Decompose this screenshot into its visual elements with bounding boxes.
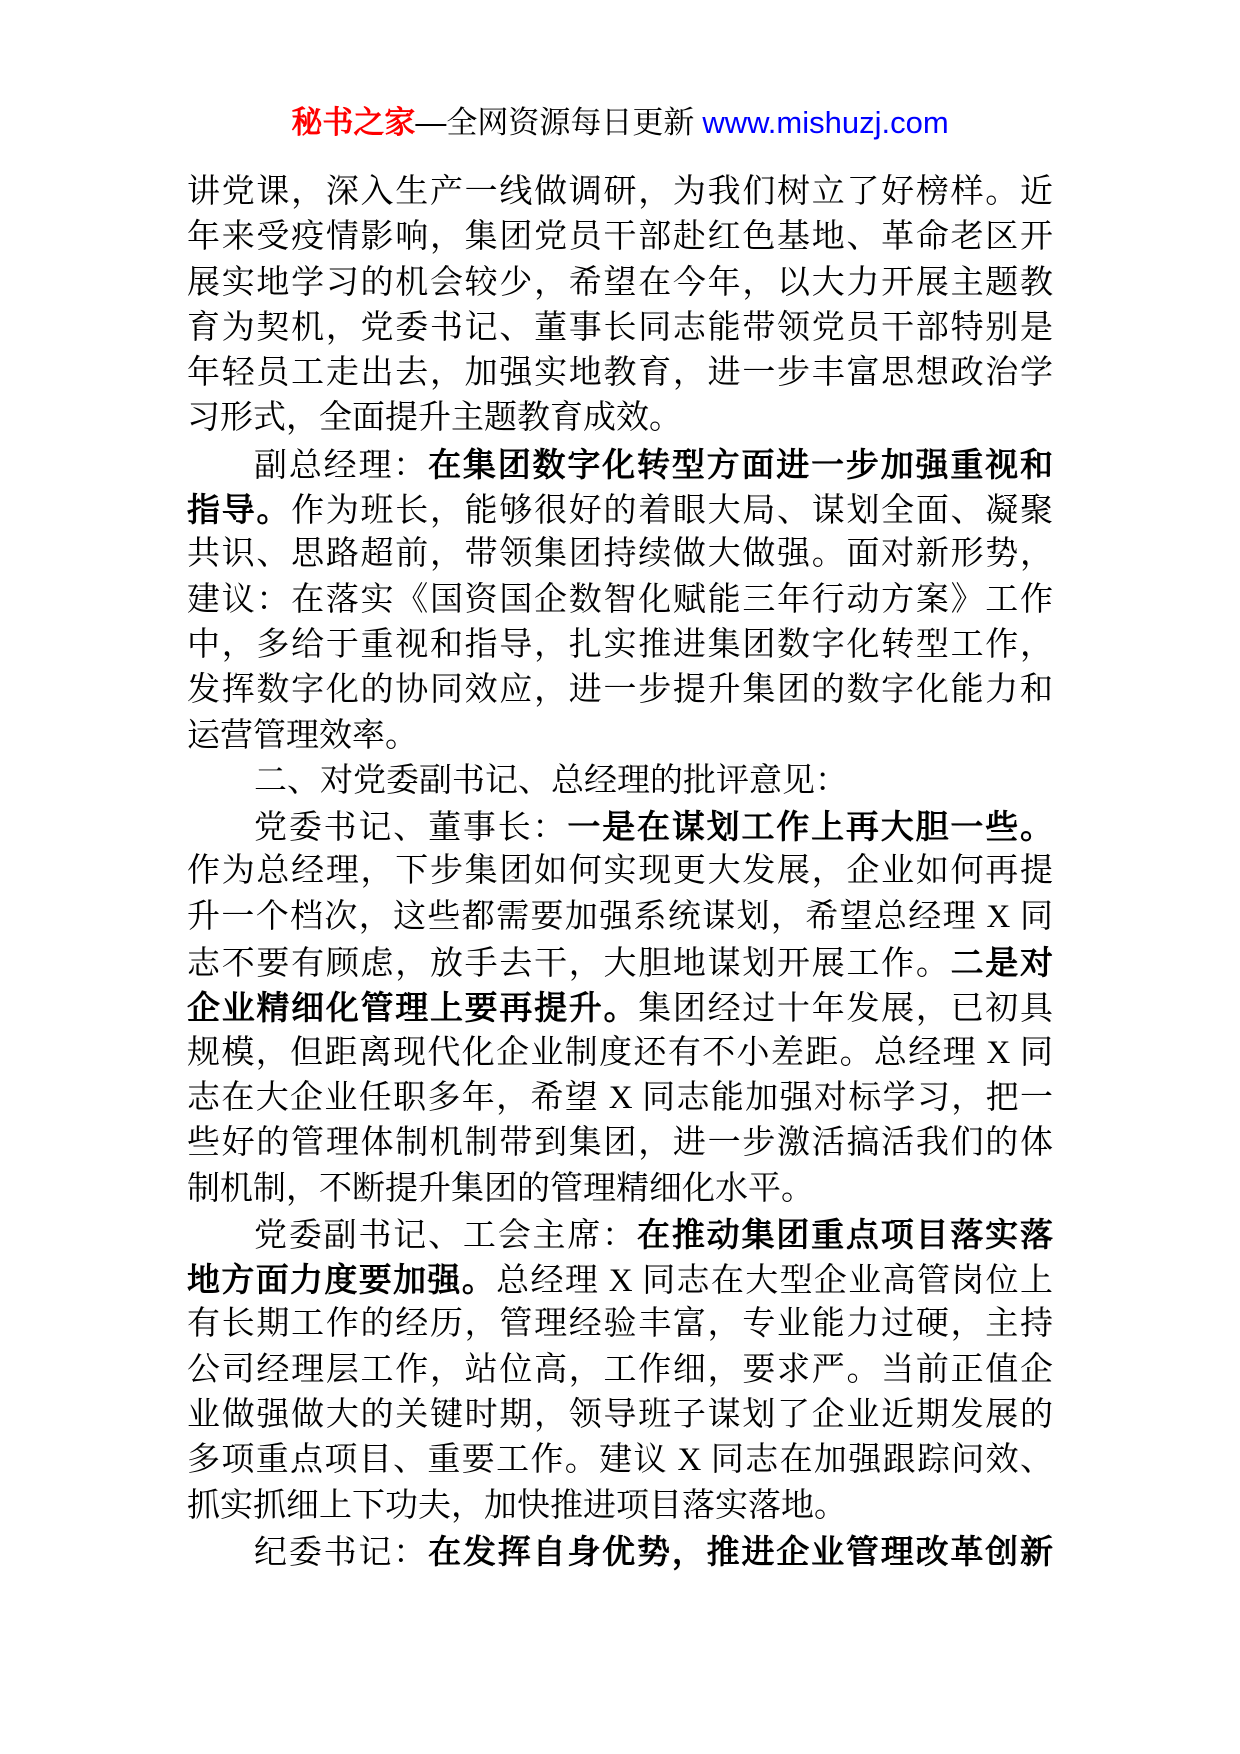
body-text: 二、对党委副书记、总经理的批评意见： [254, 762, 848, 799]
text-line [187, 215, 1053, 260]
text-line [187, 1302, 1053, 1347]
text-line [187, 940, 1053, 985]
body-text: 作为总经理，下步集团如何实现更大发展，企业如何再提 [187, 853, 1053, 890]
body-text: 集团经过十年发展，已初具 [638, 991, 1053, 1028]
body-text: 规模，但距离现代化企业制度还有不小差距。总经理 X 同 [187, 1034, 1053, 1071]
body-text: 发挥数字化的协同效应，进一步提升集团的数字化能力和 [187, 672, 1053, 709]
paragraph [187, 1212, 1053, 1529]
text-line [187, 170, 1053, 215]
body-text: 制机制，不断提升集团的管理精细化水平。 [187, 1170, 814, 1207]
body-text: 建议：在落实《国资国企数智化赋能三年行动方案》工作 [187, 581, 1053, 618]
body-text: 党委副书记、工会主席： [254, 1217, 637, 1254]
text-line [187, 1031, 1053, 1076]
section-heading [187, 759, 1053, 804]
text-line [187, 306, 1053, 351]
body-text: 些好的管理体制机制带到集团，进一步激活搞活我们的体 [187, 1125, 1053, 1162]
text-line [187, 1167, 1053, 1212]
emphasis-text: 在推动集团重点项目落实落 [637, 1214, 1053, 1254]
body-text: 有长期工作的经历，管理经验丰富，专业能力过硬，主持 [187, 1306, 1053, 1343]
text-line [187, 1121, 1053, 1166]
text-line [187, 895, 1053, 940]
body-text: 运营管理效率。 [187, 717, 418, 754]
text-line [187, 985, 1053, 1030]
text-line [187, 1529, 1053, 1574]
text-line [187, 668, 1053, 713]
paragraph [187, 1529, 1053, 1574]
emphasis-text: 一是在谋划工作上再大胆一些。 [567, 807, 1053, 847]
text-line [187, 1257, 1053, 1302]
text-line [187, 1076, 1053, 1121]
text-line [187, 1484, 1053, 1529]
body-text: 纪委书记： [254, 1534, 429, 1571]
body-text: 中，多给于重视和指导，扎实推进集团数字化转型工作， [187, 626, 1053, 663]
text-line [187, 532, 1053, 577]
text-line [187, 1438, 1053, 1483]
emphasis-text: 地方面力度要加强。 [187, 1260, 497, 1300]
body-text: 抓实抓细上下功夫，加快推进项目落实落地。 [187, 1487, 847, 1524]
text-line [187, 804, 1053, 849]
body-text: 公司经理层工作，站位高，工作细，要求严。当前正值企 [187, 1351, 1053, 1388]
body-text: 年轻员工走出去，加强实地教育，进一步丰富思想政治学 [187, 355, 1053, 392]
body-text: 副总经理： [254, 447, 429, 484]
body-text: 讲党课，深入生产一线做调研，为我们树立了好榜样。近 [187, 174, 1053, 210]
body-text: 作为班长，能够很好的着眼大局、谋划全面、凝聚 [291, 493, 1053, 530]
text-line [187, 1348, 1053, 1393]
body-text: 党委书记、董事长： [254, 810, 568, 847]
text-line [187, 351, 1053, 396]
paragraph [187, 442, 1053, 759]
text-line [187, 442, 1053, 487]
body-text: 共识、思路超前，带领集团持续做大做强。面对新形势， [187, 536, 1053, 573]
text-line [187, 849, 1053, 894]
emphasis-text: 在发挥自身优势，推进企业管理改革创新 [428, 1531, 1053, 1571]
page-header [0, 104, 1240, 142]
body-text: 展实地学习的机会较少，希望在今年，以大力开展主题教 [187, 264, 1053, 301]
text-line [187, 1212, 1053, 1257]
text-line [187, 1393, 1053, 1438]
site-name: 秘书之家 [291, 105, 416, 140]
body-text: 业做强做大的关键时期，领导班子谋划了企业近期发展的 [187, 1397, 1053, 1434]
body-text: 总经理 X 同志在大型企业高管岗位上 [496, 1263, 1053, 1300]
body-text: 志不要有顾虑，放手去干，大胆地谋划开展工作。 [187, 946, 951, 983]
text-line [187, 578, 1053, 623]
site-tagline: —全网资源每日更新 [415, 105, 695, 140]
paragraph [187, 804, 1053, 1212]
emphasis-text: 指导。 [187, 490, 292, 530]
emphasis-text: 企业精细化管理上要再提升。 [187, 988, 639, 1028]
document-body [187, 170, 1053, 1574]
body-text: 习形式，全面提升主题教育成效。 [187, 400, 682, 437]
body-text: 升一个档次，这些都需要加强系统谋划，希望总经理 X 同 [187, 898, 1053, 935]
paragraph [187, 170, 1053, 442]
text-line [187, 623, 1053, 668]
text-line [187, 759, 1053, 804]
text-line [187, 396, 1053, 441]
text-line [187, 261, 1053, 306]
emphasis-text: 在集团数字化转型方面进一步加强重视和 [428, 444, 1053, 484]
emphasis-text: 二是对 [950, 943, 1053, 983]
site-url: www.mishuzj.com [702, 105, 949, 140]
body-text: 育为契机，党委书记、董事长同志能带领党员干部特别是 [187, 309, 1053, 346]
body-text: 年来受疫情影响，集团党员干部赴红色基地、革命老区开 [187, 219, 1053, 256]
body-text: 志在大企业任职多年，希望 X 同志能加强对标学习，把一 [187, 1079, 1053, 1116]
body-text: 多项重点项目、重要工作。建议 X 同志在加强跟踪问效、 [187, 1442, 1053, 1479]
text-line [187, 714, 1053, 759]
text-line [187, 487, 1053, 532]
